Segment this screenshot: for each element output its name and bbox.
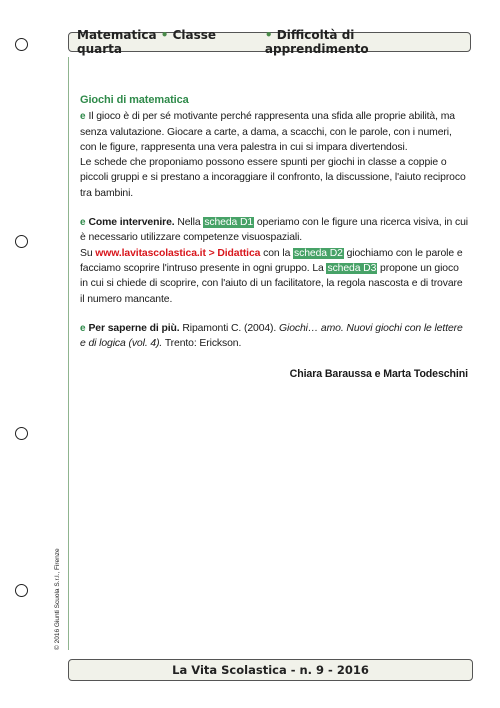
intro-paragraph [80,109,468,155]
bullet-icon: e [80,322,86,334]
margin-rule [68,57,69,650]
references-text-1: Ripamonti C. (2004). [179,322,279,334]
intro-text: Il gioco è di per sé motivante perché rappresenta una sfida alle proprie abilità, ma senza valutazione. Giocare a carte, a dama, a scacchi, con le parole, con i numeri, con le figure, rappresenta una vera palestra in cui si impara divertendosi. [80,111,455,153]
scheda-d2-badge: scheda D2 [294,247,343,259]
bullet-icon: e [80,111,86,123]
copyright-notice: © 2016 Giunti Scuola S.r.l., Firenze [54,548,61,650]
intervention-paragraph-2 [80,246,468,307]
header-topic: Difficoltà di apprendimento [264,28,369,56]
intervention-text-5: giochiamo con le parole e facciamo scoprire l'intruso presente in ogni gruppo. La [80,247,463,274]
binder-hole-2 [15,235,28,248]
header-bar [68,28,471,56]
section-title: Giochi di matematica [80,94,189,106]
author-byline: Chiara Baraussa e Marta Todeschini [289,368,468,381]
intervention-lead: Come intervenire. [88,217,175,229]
intervention-text-4: con la [260,247,294,259]
article-body [80,93,468,383]
intervention-text-3: Su [80,247,96,259]
spacer [80,201,468,215]
intervention-paragraph [80,215,468,246]
intervention-text-6: propone un gioco in cui si chiede di scoprire, con l'aiuto di un facilitatore, la regola nascosta e di trovare il numero mancante. [80,262,463,305]
references-text-2: Trento: Erickson. [162,338,242,350]
header-grade: Classe quarta [77,28,217,56]
scheda-d3-badge: scheda D3 [327,262,377,274]
scheda-d1-badge: scheda D1 [204,217,254,229]
header-subject: Matematica [77,28,157,42]
footer-text: La Vita Scolastica - n. 9 - 2016 [172,663,369,677]
footer-bar [68,659,473,681]
header-right [265,28,462,56]
book-title: Giochi… amo. Nuovi giochi con le lettere e di logica (vol. 4). [80,322,463,350]
binder-hole-4 [15,584,28,597]
references-lead: Per saperne di più. [88,322,180,334]
website-link[interactable]: www.lavitascolastica.it > Didattica [95,247,261,259]
references-paragraph [80,321,468,352]
header-left [77,28,265,56]
header-topic-bullet: • [264,28,273,42]
binder-hole-1 [15,38,28,51]
intervention-text-2: operiamo con le figure una ricerca visiva, in cui è necessario utilizzare competenze visuospaziali. [80,217,468,244]
intervention-text-1: Nella [174,217,204,229]
intro-paragraph-2: Le schede che proponiamo possono essere spunti per giochi in classe a coppie o piccoli gruppi e si prestano a incoraggiare il confronto, la discussione, l'aiuto reciproco tra bambini. [80,157,466,199]
bullet-icon: e [80,217,86,229]
binder-hole-3 [15,427,28,440]
spacer [80,307,468,321]
header-separator: • [160,28,169,42]
